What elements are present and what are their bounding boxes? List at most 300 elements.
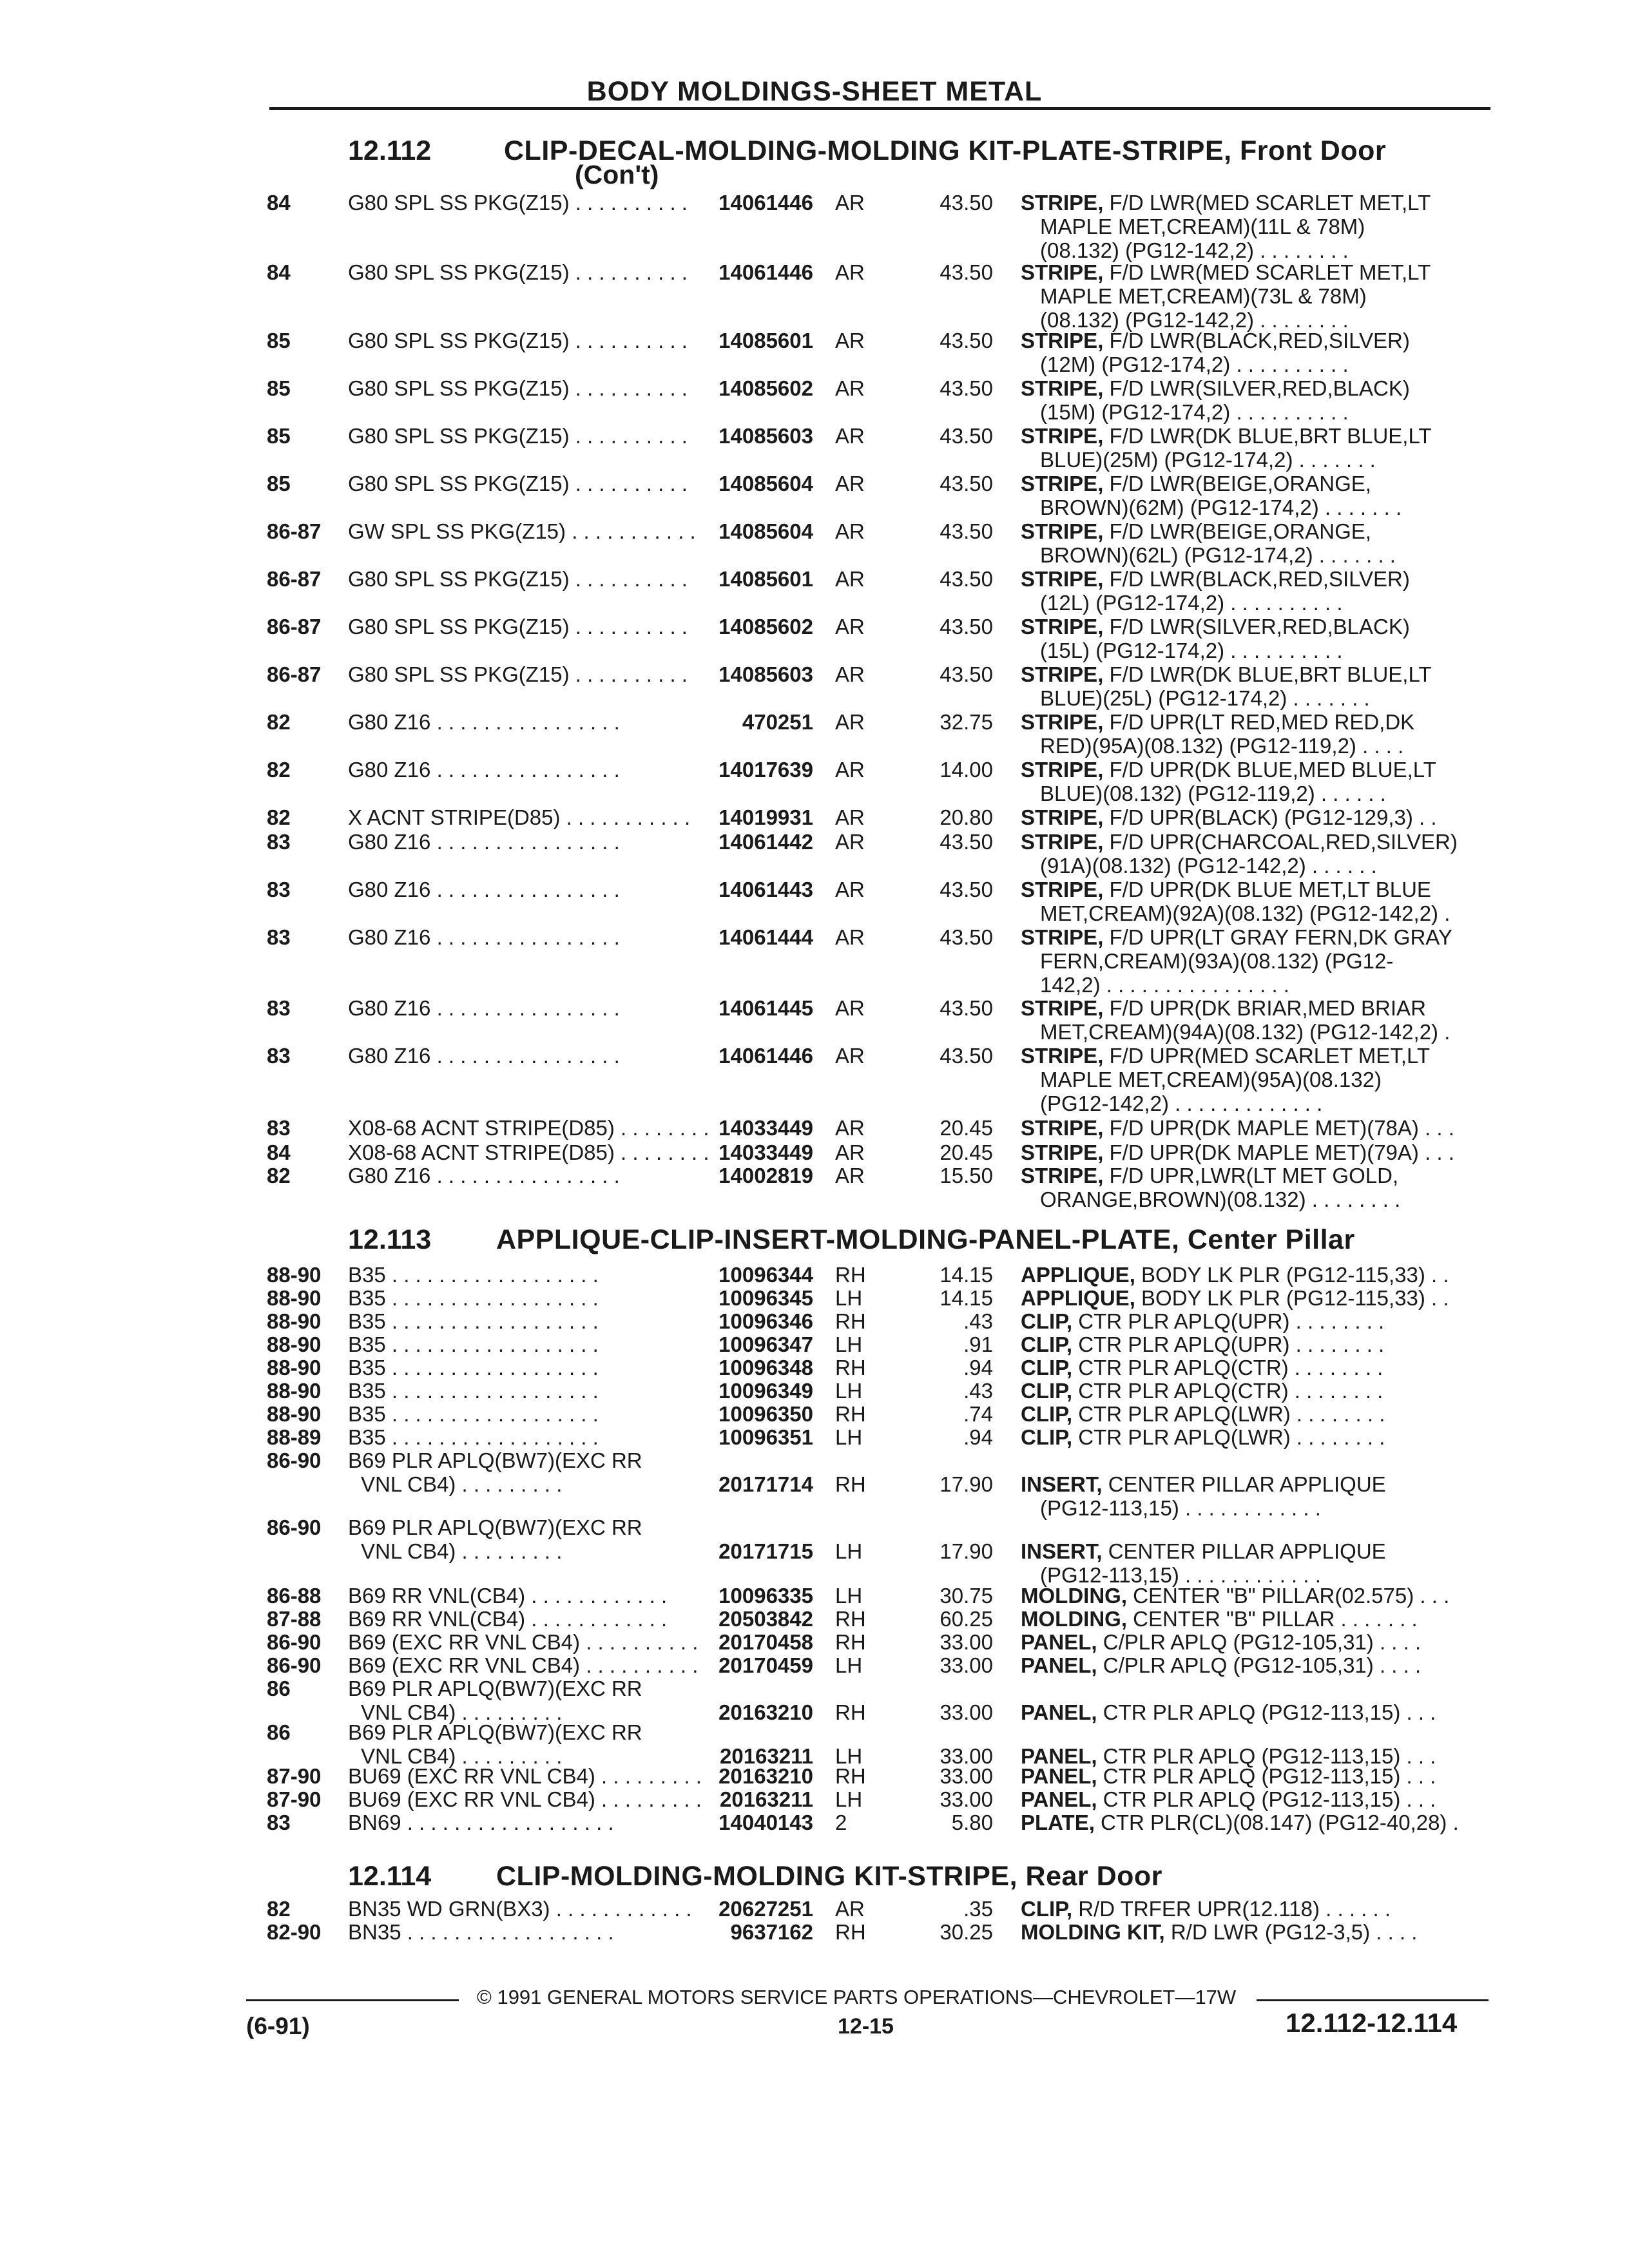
table-row bbox=[0, 878, 1629, 925]
part-description: STRIPE, F/D LWR(SILVER,RED,BLACK) bbox=[1021, 376, 1410, 400]
price: 14.15 bbox=[940, 1286, 993, 1310]
part-description: CLIP, CTR PLR APLQ(UPR) . . . . . . . . bbox=[1021, 1309, 1385, 1333]
model-year: 88-90 bbox=[267, 1332, 322, 1356]
part-description: STRIPE, F/D UPR(DK MAPLE MET)(79A) . . . bbox=[1021, 1140, 1454, 1164]
part-description-cont: (08.132) (PG12-142,2) . . . . . . . . bbox=[1040, 308, 1349, 332]
part-description: STRIPE, F/D LWR(BEIGE,ORANGE, bbox=[1021, 472, 1371, 495]
model-code: B35 . . . . . . . . . . . . . . . . . . bbox=[348, 1286, 599, 1310]
price: 33.00 bbox=[940, 1764, 993, 1788]
part-description: STRIPE, F/D UPR(DK BLUE MET,LT BLUE bbox=[1021, 878, 1431, 901]
table-row bbox=[0, 996, 1629, 1044]
price: 14.00 bbox=[940, 758, 993, 782]
part-number: 20627251 bbox=[718, 1897, 813, 1921]
model-code: G80 Z16 . . . . . . . . . . . . . . . . bbox=[348, 830, 620, 854]
part-description: CLIP, CTR PLR APLQ(CTR) . . . . . . . . bbox=[1021, 1356, 1383, 1379]
table-row bbox=[0, 1164, 1629, 1211]
model-code-cont: VNL CB4) . . . . . . . . . bbox=[361, 1700, 563, 1724]
part-number: 20503842 bbox=[718, 1607, 813, 1631]
quantity: LH bbox=[835, 1379, 863, 1403]
quantity: AR bbox=[835, 472, 865, 495]
part-description: PLATE, CTR PLR(CL)(08.147) (PG12-40,28) . bbox=[1021, 1811, 1459, 1834]
part-description-cont: BLUE)(08.132) (PG12-119,2) . . . . . . bbox=[1040, 782, 1386, 805]
part-description-cont: (12L) (PG12-174,2) . . . . . . . . . . bbox=[1040, 591, 1343, 615]
table-row bbox=[0, 1653, 1629, 1677]
part-number: 14085604 bbox=[718, 472, 813, 495]
model-year: 85 bbox=[267, 424, 291, 448]
section-number: 12.114 bbox=[348, 1861, 432, 1892]
part-description-cont: (PG12-113,15) . . . . . . . . . . . . bbox=[1040, 1563, 1321, 1587]
part-description: CLIP, CTR PLR APLQ(LWR) . . . . . . . . bbox=[1021, 1402, 1385, 1426]
quantity: LH bbox=[835, 1584, 863, 1608]
quantity: AR bbox=[835, 925, 865, 949]
table-row bbox=[0, 805, 1629, 829]
price: 30.75 bbox=[940, 1584, 993, 1608]
price: 43.50 bbox=[940, 662, 993, 686]
quantity: AR bbox=[835, 1897, 865, 1921]
part-number: 10096350 bbox=[718, 1402, 813, 1426]
price: 33.00 bbox=[940, 1653, 993, 1677]
model-year: 83 bbox=[267, 1811, 291, 1834]
part-description: STRIPE, F/D UPR,LWR(LT MET GOLD, bbox=[1021, 1164, 1399, 1187]
price: 43.50 bbox=[940, 996, 993, 1020]
table-row bbox=[0, 1140, 1629, 1164]
model-year: 83 bbox=[267, 996, 291, 1020]
quantity: AR bbox=[835, 1044, 865, 1068]
model-code-cont: VNL CB4) . . . . . . . . . bbox=[361, 1472, 563, 1496]
table-row bbox=[0, 1515, 1629, 1587]
part-description: STRIPE, F/D LWR(BLACK,RED,SILVER) bbox=[1021, 567, 1410, 591]
part-description-cont: BROWN)(62L) (PG12-174,2) . . . . . . . bbox=[1040, 543, 1396, 567]
table-row bbox=[0, 567, 1629, 615]
part-number: 10096349 bbox=[718, 1379, 813, 1403]
model-code: G80 SPL SS PKG(Z15) . . . . . . . . . . bbox=[348, 424, 688, 448]
price: 43.50 bbox=[940, 519, 993, 543]
part-number: 10096344 bbox=[718, 1263, 813, 1287]
table-row bbox=[0, 260, 1629, 332]
quantity: RH bbox=[835, 1402, 866, 1426]
price: .43 bbox=[963, 1309, 993, 1333]
part-number: 20170458 bbox=[718, 1630, 813, 1654]
price: 43.50 bbox=[940, 191, 993, 215]
part-description-cont: MAPLE MET,CREAM)(11L & 78M) bbox=[1040, 215, 1365, 238]
model-year: 88-90 bbox=[267, 1356, 322, 1379]
quantity: 2 bbox=[835, 1811, 847, 1834]
part-description: STRIPE, F/D LWR(MED SCARLET MET,LT bbox=[1021, 260, 1431, 284]
section-title: CLIP-DECAL-MOLDING-MOLDING KIT-PLATE-STRIPE, Front Door bbox=[504, 135, 1387, 166]
model-year: 87-88 bbox=[267, 1607, 322, 1631]
model-code: G80 SPL SS PKG(Z15) . . . . . . . . . . bbox=[348, 329, 688, 352]
model-code: BN35 WD GRN(BX3) . . . . . . . . . . . . bbox=[348, 1897, 692, 1921]
model-code: BU69 (EXC RR VNL CB4) . . . . . . . . . bbox=[348, 1787, 702, 1811]
model-year: 88-90 bbox=[267, 1309, 322, 1333]
price: 43.50 bbox=[940, 567, 993, 591]
part-description-cont: FERN,CREAM)(93A)(08.132) (PG12- bbox=[1040, 949, 1394, 973]
part-number: 14002819 bbox=[718, 1164, 813, 1187]
table-row bbox=[0, 710, 1629, 758]
part-number: 20163210 bbox=[718, 1700, 813, 1724]
price: 43.50 bbox=[940, 925, 993, 949]
part-description: PANEL, CTR PLR APLQ (PG12-113,15) . . . bbox=[1021, 1744, 1436, 1768]
model-year: 85 bbox=[267, 376, 291, 400]
part-description: CLIP, CTR PLR APLQ(CTR) . . . . . . . . bbox=[1021, 1379, 1383, 1403]
quantity: LH bbox=[835, 1539, 863, 1563]
part-description: STRIPE, F/D UPR(DK BLUE,MED BLUE,LT bbox=[1021, 758, 1436, 782]
part-description-cont: (15L) (PG12-174,2) . . . . . . . . . . bbox=[1040, 639, 1343, 662]
quantity: AR bbox=[835, 376, 865, 400]
quantity: AR bbox=[835, 662, 865, 686]
part-number: 14061444 bbox=[718, 925, 813, 949]
model-year: 83 bbox=[267, 878, 291, 901]
model-code: G80 SPL SS PKG(Z15) . . . . . . . . . . bbox=[348, 615, 688, 639]
part-number: 470251 bbox=[742, 710, 813, 734]
part-number: 10096345 bbox=[718, 1286, 813, 1310]
table-row bbox=[0, 925, 1629, 997]
model-code: G80 Z16 . . . . . . . . . . . . . . . . bbox=[348, 1164, 620, 1187]
model-code: G80 Z16 . . . . . . . . . . . . . . . . bbox=[348, 1044, 620, 1068]
part-number: 10096335 bbox=[718, 1584, 813, 1608]
price: 17.90 bbox=[940, 1539, 993, 1563]
price: 43.50 bbox=[940, 376, 993, 400]
page-header: BODY MOLDINGS-SHEET METAL bbox=[586, 76, 1043, 107]
part-description-cont: 142,2) . . . . . . . . . . . . . . . . bbox=[1040, 973, 1289, 997]
model-code: B69 RR VNL(CB4) . . . . . . . . . . . . bbox=[348, 1607, 668, 1631]
model-code: BN35 . . . . . . . . . . . . . . . . . . bbox=[348, 1920, 614, 1944]
model-year: 82 bbox=[267, 1897, 291, 1921]
part-description: PANEL, CTR PLR APLQ (PG12-113,15) . . . bbox=[1021, 1700, 1436, 1724]
footer-page-number: 12-15 bbox=[838, 2014, 894, 2039]
model-year: 86-87 bbox=[267, 615, 322, 639]
part-number: 14085601 bbox=[718, 567, 813, 591]
price: .35 bbox=[963, 1897, 993, 1921]
model-code: B35 . . . . . . . . . . . . . . . . . . bbox=[348, 1356, 599, 1379]
table-row bbox=[0, 1263, 1629, 1287]
quantity: RH bbox=[835, 1309, 866, 1333]
quantity: AR bbox=[835, 878, 865, 901]
table-row bbox=[0, 1764, 1629, 1788]
part-number: 20163210 bbox=[718, 1764, 813, 1788]
price: 43.50 bbox=[940, 615, 993, 639]
quantity: AR bbox=[835, 830, 865, 854]
price: 43.50 bbox=[940, 830, 993, 854]
model-year: 86-90 bbox=[267, 1448, 322, 1472]
table-row bbox=[0, 1630, 1629, 1654]
part-description: STRIPE, F/D LWR(MED SCARLET MET,LT bbox=[1021, 191, 1431, 215]
model-code: B69 PLR APLQ(BW7)(EXC RR bbox=[348, 1515, 642, 1539]
part-description-cont: MAPLE MET,CREAM)(73L & 78M) bbox=[1040, 284, 1367, 308]
part-description-cont: MAPLE MET,CREAM)(95A)(08.132) bbox=[1040, 1068, 1382, 1091]
table-row bbox=[0, 1332, 1629, 1356]
model-year: 85 bbox=[267, 472, 291, 495]
price: .91 bbox=[963, 1332, 993, 1356]
footer-copyright: © 1991 GENERAL MOTORS SERVICE PARTS OPERATIONS—CHEVROLET—17W bbox=[477, 1986, 1237, 2008]
quantity: RH bbox=[835, 1764, 866, 1788]
model-year: 82 bbox=[267, 758, 291, 782]
model-year: 88-90 bbox=[267, 1286, 322, 1310]
part-description-cont: BROWN)(62M) (PG12-174,2) . . . . . . . bbox=[1040, 495, 1402, 519]
quantity: RH bbox=[835, 1630, 866, 1654]
part-description: APPLIQUE, BODY LK PLR (PG12-115,33) . . bbox=[1021, 1263, 1449, 1287]
table-row bbox=[0, 1116, 1629, 1140]
price: 60.25 bbox=[940, 1607, 993, 1631]
part-description-cont: BLUE)(25L) (PG12-174,2) . . . . . . . bbox=[1040, 686, 1370, 710]
model-code: G80 SPL SS PKG(Z15) . . . . . . . . . . bbox=[348, 376, 688, 400]
quantity: AR bbox=[835, 260, 865, 284]
model-code: B35 . . . . . . . . . . . . . . . . . . bbox=[348, 1309, 599, 1333]
model-year: 82 bbox=[267, 805, 291, 829]
table-row bbox=[0, 191, 1629, 262]
part-description-cont: ORANGE,BROWN)(08.132) . . . . . . . . bbox=[1040, 1187, 1401, 1211]
part-description-cont: BLUE)(25M) (PG12-174,2) . . . . . . . bbox=[1040, 448, 1376, 472]
part-description: STRIPE, F/D UPR(LT RED,MED RED,DK bbox=[1021, 710, 1415, 734]
part-number: 14085604 bbox=[718, 519, 813, 543]
part-number: 14061446 bbox=[718, 191, 813, 215]
part-description: PANEL, C/PLR APLQ (PG12-105,31) . . . . bbox=[1021, 1630, 1422, 1654]
quantity: RH bbox=[835, 1607, 866, 1631]
quantity: RH bbox=[835, 1472, 866, 1496]
model-code: G80 Z16 . . . . . . . . . . . . . . . . bbox=[348, 925, 620, 949]
model-year: 86 bbox=[267, 1720, 291, 1744]
model-year: 82 bbox=[267, 710, 291, 734]
part-number: 14040143 bbox=[718, 1811, 813, 1834]
model-year: 86-90 bbox=[267, 1630, 322, 1654]
table-row bbox=[0, 758, 1629, 805]
model-year: 86-90 bbox=[267, 1653, 322, 1677]
table-row bbox=[0, 376, 1629, 424]
footer-rule-left bbox=[246, 1999, 459, 2001]
part-description-cont: (12M) (PG12-174,2) . . . . . . . . . . bbox=[1040, 352, 1349, 376]
part-description: STRIPE, F/D LWR(DK BLUE,BRT BLUE,LT bbox=[1021, 662, 1432, 686]
part-number: 20171715 bbox=[718, 1539, 813, 1563]
price: 33.00 bbox=[940, 1630, 993, 1654]
model-code: B69 PLR APLQ(BW7)(EXC RR bbox=[348, 1448, 642, 1472]
model-year: 84 bbox=[267, 1140, 291, 1164]
model-code: B35 . . . . . . . . . . . . . . . . . . bbox=[348, 1425, 599, 1449]
quantity: LH bbox=[835, 1286, 863, 1310]
model-code: G80 SPL SS PKG(Z15) . . . . . . . . . . bbox=[348, 662, 688, 686]
price: 43.50 bbox=[940, 329, 993, 352]
part-description: STRIPE, F/D UPR(BLACK) (PG12-129,3) . . bbox=[1021, 805, 1437, 829]
part-number: 9637162 bbox=[730, 1920, 813, 1944]
price: 33.00 bbox=[940, 1744, 993, 1768]
part-description: STRIPE, F/D UPR(DK BRIAR,MED BRIAR bbox=[1021, 996, 1426, 1020]
model-code: BU69 (EXC RR VNL CB4) . . . . . . . . . bbox=[348, 1764, 702, 1788]
part-number: 14061446 bbox=[718, 1044, 813, 1068]
table-row bbox=[0, 1584, 1629, 1608]
part-number: 14085602 bbox=[718, 376, 813, 400]
table-row bbox=[0, 519, 1629, 567]
quantity: LH bbox=[835, 1744, 863, 1768]
part-description: MOLDING KIT, R/D LWR (PG12-3,5) . . . . bbox=[1021, 1920, 1418, 1944]
model-code: BN69 . . . . . . . . . . . . . . . . . . bbox=[348, 1811, 614, 1834]
model-year: 82-90 bbox=[267, 1920, 322, 1944]
part-description: STRIPE, F/D UPR(LT GRAY FERN,DK GRAY bbox=[1021, 925, 1452, 949]
model-year: 88-90 bbox=[267, 1263, 322, 1287]
quantity: AR bbox=[835, 424, 865, 448]
footer-section-range: 12.112-12.114 bbox=[1286, 2008, 1458, 2038]
quantity: AR bbox=[835, 1164, 865, 1187]
part-number: 10096348 bbox=[718, 1356, 813, 1379]
model-year: 86-87 bbox=[267, 519, 322, 543]
quantity: LH bbox=[835, 1653, 863, 1677]
table-row bbox=[0, 1044, 1629, 1115]
quantity: RH bbox=[835, 1356, 866, 1379]
quantity: RH bbox=[835, 1700, 866, 1724]
quantity: RH bbox=[835, 1920, 866, 1944]
part-number: 14033449 bbox=[718, 1140, 813, 1164]
quantity: AR bbox=[835, 1116, 865, 1140]
part-number: 20170459 bbox=[718, 1653, 813, 1677]
part-description: CLIP, CTR PLR APLQ(UPR) . . . . . . . . bbox=[1021, 1332, 1385, 1356]
quantity: AR bbox=[835, 1140, 865, 1164]
model-code: G80 Z16 . . . . . . . . . . . . . . . . bbox=[348, 878, 620, 901]
model-code: B69 RR VNL(CB4) . . . . . . . . . . . . bbox=[348, 1584, 668, 1608]
part-description: INSERT, CENTER PILLAR APPLIQUE bbox=[1021, 1539, 1386, 1563]
part-description: STRIPE, F/D UPR(CHARCOAL,RED,SILVER) bbox=[1021, 830, 1458, 854]
model-year: 87-90 bbox=[267, 1764, 322, 1788]
part-description: CLIP, CTR PLR APLQ(LWR) . . . . . . . . bbox=[1021, 1425, 1385, 1449]
price: 20.45 bbox=[940, 1116, 993, 1140]
part-description: INSERT, CENTER PILLAR APPLIQUE bbox=[1021, 1472, 1386, 1496]
part-number: 14085603 bbox=[718, 662, 813, 686]
model-code: X ACNT STRIPE(D85) . . . . . . . . . . . bbox=[348, 805, 691, 829]
price: 43.50 bbox=[940, 1044, 993, 1068]
quantity: AR bbox=[835, 567, 865, 591]
model-code: B69 PLR APLQ(BW7)(EXC RR bbox=[348, 1720, 642, 1744]
part-number: 10096346 bbox=[718, 1309, 813, 1333]
table-row bbox=[0, 1811, 1629, 1834]
part-description-cont: (08.132) (PG12-142,2) . . . . . . . . bbox=[1040, 238, 1349, 262]
part-number: 20171714 bbox=[718, 1472, 813, 1496]
quantity: AR bbox=[835, 519, 865, 543]
part-number: 14061443 bbox=[718, 878, 813, 901]
model-code: G80 SPL SS PKG(Z15) . . . . . . . . . . bbox=[348, 191, 688, 215]
part-description: MOLDING, CENTER "B" PILLAR(02.575) . . . bbox=[1021, 1584, 1450, 1608]
section-number: 12.112 bbox=[348, 135, 432, 166]
section-title: APPLIQUE-CLIP-INSERT-MOLDING-PANEL-PLATE, Center Pillar bbox=[496, 1224, 1355, 1255]
table-row bbox=[0, 830, 1629, 878]
footer-date-code: (6-91) bbox=[246, 2013, 310, 2039]
part-number: 14085601 bbox=[718, 329, 813, 352]
quantity: AR bbox=[835, 996, 865, 1020]
part-description: STRIPE, F/D LWR(BLACK,RED,SILVER) bbox=[1021, 329, 1410, 352]
price: 32.75 bbox=[940, 710, 993, 734]
part-description: PANEL, CTR PLR APLQ (PG12-113,15) . . . bbox=[1021, 1787, 1436, 1811]
part-number: 14085602 bbox=[718, 615, 813, 639]
model-code: X08-68 ACNT STRIPE(D85) . . . . . . . . bbox=[348, 1140, 709, 1164]
part-number: 20163211 bbox=[719, 1744, 813, 1768]
model-year: 86 bbox=[267, 1677, 291, 1700]
table-row bbox=[0, 662, 1629, 710]
model-year: 86-87 bbox=[267, 662, 322, 686]
part-number: 14061442 bbox=[718, 830, 813, 854]
quantity: AR bbox=[835, 329, 865, 352]
part-number: 14019931 bbox=[718, 805, 813, 829]
table-row bbox=[0, 1677, 1629, 1724]
section-number: 12.113 bbox=[348, 1224, 432, 1255]
price: 30.25 bbox=[940, 1920, 993, 1944]
model-year: 88-90 bbox=[267, 1402, 322, 1426]
price: .94 bbox=[963, 1425, 993, 1449]
model-code: G80 Z16 . . . . . . . . . . . . . . . . bbox=[348, 996, 620, 1020]
footer-rule-right bbox=[1257, 1999, 1489, 2001]
model-year: 83 bbox=[267, 1116, 291, 1140]
part-description: STRIPE, F/D UPR(MED SCARLET MET,LT bbox=[1021, 1044, 1431, 1068]
model-code: B35 . . . . . . . . . . . . . . . . . . bbox=[348, 1402, 599, 1426]
quantity: AR bbox=[835, 615, 865, 639]
part-description-cont: (15M) (PG12-174,2) . . . . . . . . . . bbox=[1040, 400, 1349, 424]
part-description: STRIPE, F/D LWR(DK BLUE,BRT BLUE,LT bbox=[1021, 424, 1432, 448]
model-year: 85 bbox=[267, 329, 291, 352]
model-code: B35 . . . . . . . . . . . . . . . . . . bbox=[348, 1379, 599, 1403]
model-code: B69 PLR APLQ(BW7)(EXC RR bbox=[348, 1677, 642, 1700]
model-code: GW SPL SS PKG(Z15) . . . . . . . . . . . bbox=[348, 519, 696, 543]
part-description-cont: (PG12-142,2) . . . . . . . . . . . . . bbox=[1040, 1091, 1323, 1115]
table-row bbox=[0, 1309, 1629, 1333]
table-row bbox=[0, 1356, 1629, 1379]
price: 17.90 bbox=[940, 1472, 993, 1496]
price: 43.50 bbox=[940, 260, 993, 284]
model-year: 84 bbox=[267, 191, 291, 215]
part-description: PANEL, CTR PLR APLQ (PG12-113,15) . . . bbox=[1021, 1764, 1436, 1788]
model-code: X08-68 ACNT STRIPE(D85) . . . . . . . . bbox=[348, 1116, 709, 1140]
price: 43.50 bbox=[940, 472, 993, 495]
table-row bbox=[0, 329, 1629, 376]
model-code: G80 Z16 . . . . . . . . . . . . . . . . bbox=[348, 710, 620, 734]
table-row bbox=[0, 1897, 1629, 1921]
price: 5.80 bbox=[951, 1811, 993, 1834]
table-row bbox=[0, 1787, 1629, 1811]
part-number: 14061446 bbox=[718, 260, 813, 284]
part-number: 14061445 bbox=[718, 996, 813, 1020]
quantity: LH bbox=[835, 1425, 863, 1449]
price: .43 bbox=[963, 1379, 993, 1403]
model-year: 82 bbox=[267, 1164, 291, 1187]
price: 33.00 bbox=[940, 1700, 993, 1724]
quantity: AR bbox=[835, 710, 865, 734]
model-year: 83 bbox=[267, 1044, 291, 1068]
part-number: 20163211 bbox=[719, 1787, 813, 1811]
price: .94 bbox=[963, 1356, 993, 1379]
part-description: STRIPE, F/D UPR(DK MAPLE MET)(78A) . . . bbox=[1021, 1116, 1454, 1140]
table-row bbox=[0, 1448, 1629, 1520]
table-row bbox=[0, 1286, 1629, 1310]
model-year: 86-90 bbox=[267, 1515, 322, 1539]
table-row bbox=[0, 1402, 1629, 1426]
price: 20.80 bbox=[940, 805, 993, 829]
model-code: B35 . . . . . . . . . . . . . . . . . . bbox=[348, 1263, 599, 1287]
price: 14.15 bbox=[940, 1263, 993, 1287]
part-description: MOLDING, CENTER "B" PILLAR . . . . . . . bbox=[1021, 1607, 1418, 1631]
model-code: B69 (EXC RR VNL CB4) . . . . . . . . . . bbox=[348, 1630, 699, 1654]
part-number: 10096351 bbox=[718, 1425, 813, 1449]
model-code-cont: VNL CB4) . . . . . . . . . bbox=[361, 1539, 563, 1563]
quantity: AR bbox=[835, 805, 865, 829]
table-row bbox=[0, 472, 1629, 519]
model-year: 87-90 bbox=[267, 1787, 322, 1811]
model-year: 86-87 bbox=[267, 567, 322, 591]
model-code: G80 SPL SS PKG(Z15) . . . . . . . . . . bbox=[348, 472, 688, 495]
model-code: B69 (EXC RR VNL CB4) . . . . . . . . . . bbox=[348, 1653, 699, 1677]
table-row bbox=[0, 1920, 1629, 1944]
price: 43.50 bbox=[940, 424, 993, 448]
price: 33.00 bbox=[940, 1787, 993, 1811]
model-code: B35 . . . . . . . . . . . . . . . . . . bbox=[348, 1332, 599, 1356]
table-row bbox=[0, 424, 1629, 472]
part-number: 14017639 bbox=[718, 758, 813, 782]
part-description: STRIPE, F/D LWR(SILVER,RED,BLACK) bbox=[1021, 615, 1410, 639]
table-row bbox=[0, 615, 1629, 662]
part-description-cont: MET,CREAM)(94A)(08.132) (PG12-142,2) . bbox=[1040, 1020, 1451, 1044]
